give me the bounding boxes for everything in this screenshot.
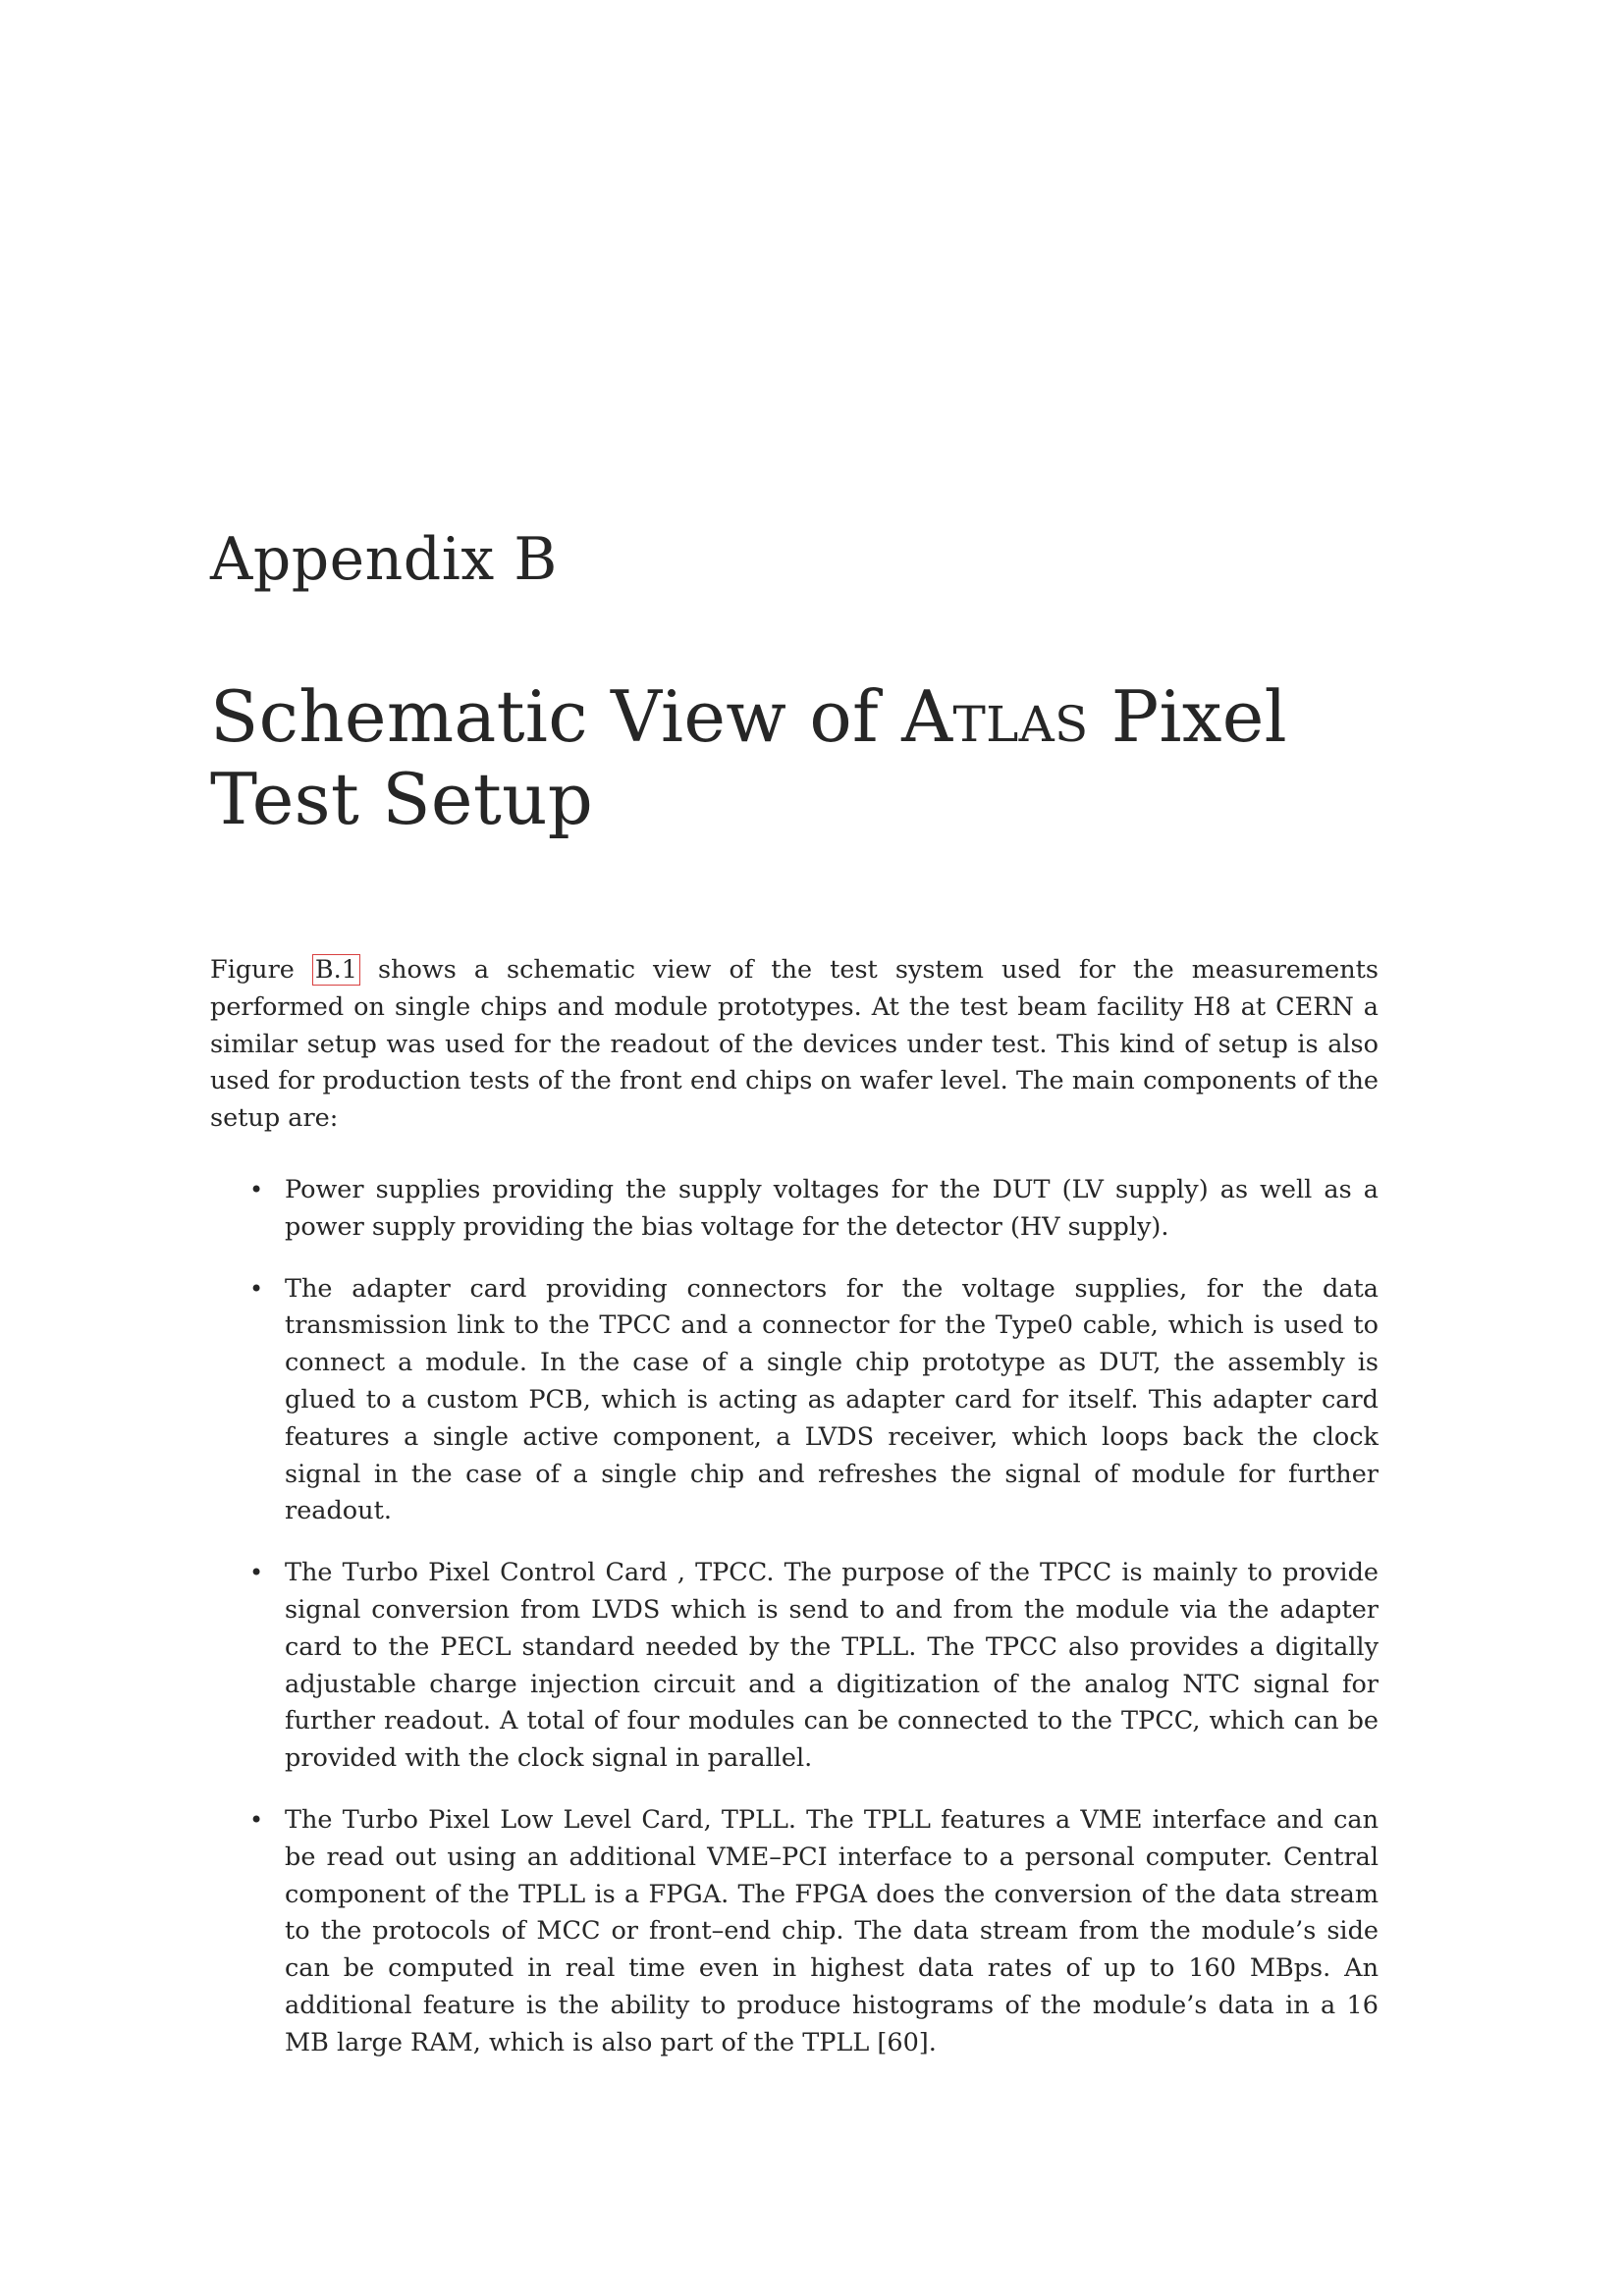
bullet-icon: • [249,1175,264,1203]
list-item [210,1802,1379,2062]
chapter-title [210,675,1379,840]
list-item [210,1555,1379,1778]
body-text [210,952,1379,2087]
intro-paragraph [210,952,1379,1138]
list-item-text: The Turbo Pixel Low Level Card, TPLL. The TPLL features a VME interface and can be read out using an additional VME–PCI interface to a personal computer. Central component of the TPLL is a FPGA. The FPGA does the conversion of the data stream to the protocols of MCC or front–end chip. The data stream from the module’s side can be computed in real time even in highest data rates of up to 160 MBps. An additional feature is the ability to produce histograms of the module’s data in a 16 MB large RAM, which is also part of the TPLL [60]. [285,1804,1379,2057]
bullet-icon: • [249,1274,264,1303]
figure-reference-link[interactable]: B.1 [312,954,360,986]
intro-text-start: Figure [210,955,312,985]
bullet-icon: • [249,1559,264,1587]
chapter-title-atlas: Atlas [901,675,1089,758]
components-list [210,1172,1379,2062]
list-item-text: The Turbo Pixel Control Card , TPCC. The purpose of the TPCC is mainly to provide signal conversion from LVDS which is send to and from the module via the adapter card to the PECL standard needed by the TPLL. The TPCC also provides a digitally adjustable charge injection circuit and a digitization of the analog NTC signal for further readout. A total of four modules can be connected to the TPCC, which can be provided with the clock signal in parallel. [285,1558,1379,1774]
list-item-text: Power supplies providing the supply voltages for the DUT (LV supply) as well as a power supply providing the bias voltage for the detector (HV supply). [285,1174,1379,1242]
chapter-title-part-1: Schematic View of [210,675,902,758]
chapter-title-part-2: Pixel Test Setup [210,675,1287,840]
list-item [210,1172,1379,1247]
appendix-label: Appendix B [210,525,558,594]
list-item-text: The adapter card providing connectors for the voltage supplies, for the data transmission link to the TPCC and a connector for the Type0 cable, which is used to connect a module. In the case of a single chip prototype as DUT, the assembly is glued to a custom PCB, which is acting as adapter card for itself. This adapter card features a single active component, a LVDS receiver, which loops back the clock signal in the case of a single chip and refreshes the signal of module for further readout. [285,1273,1379,1526]
intro-text-rest: shows a schematic view of the test system used for the measurements performed on single chips and module prototypes. At the test beam facility H8 at CERN a similar setup was used for the readout of the devices under test. This kind of setup is also used for production tests of the front end chips on wafer level. The main components of the setup are: [210,955,1379,1134]
bullet-icon: • [249,1805,264,1834]
list-item [210,1271,1379,1531]
